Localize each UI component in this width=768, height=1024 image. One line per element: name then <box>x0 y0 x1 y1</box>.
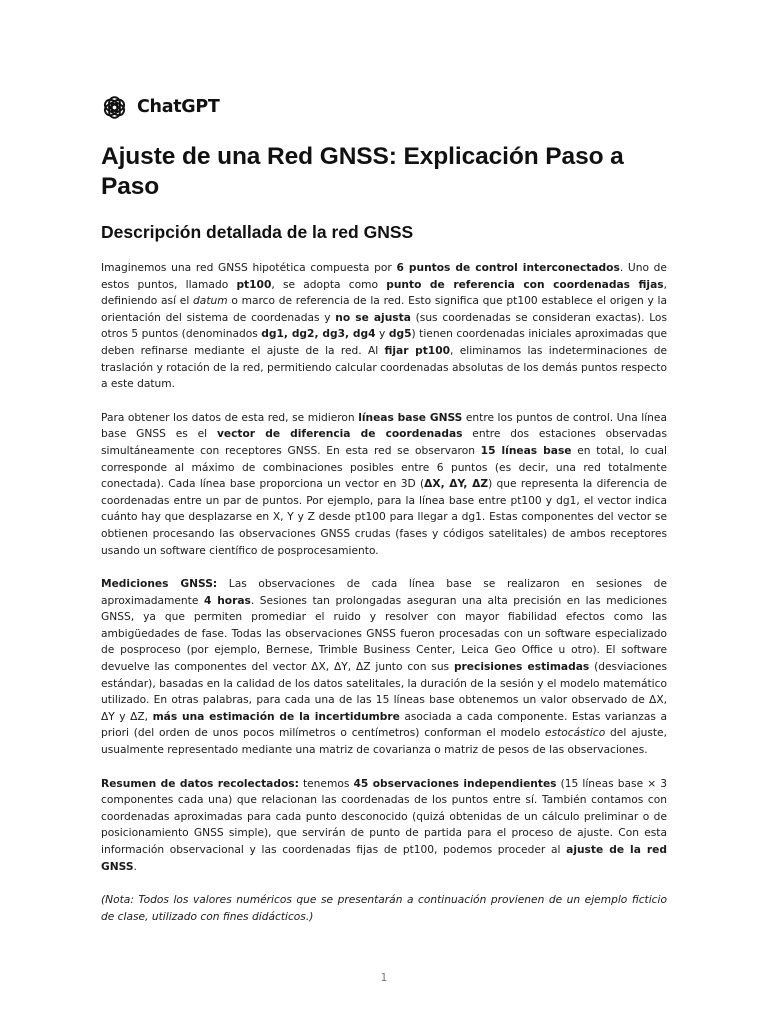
text-run: , definiendo así el <box>101 277 667 308</box>
text-run: asociada a cada componente. Estas varianzas a priori (del orden de unos pocos milímetros o centímetros) conforman el modelo <box>101 709 667 740</box>
bold-text: 15 líneas base <box>480 443 572 457</box>
text-run: Imaginemos una red GNSS hipotética compuesta por <box>101 261 397 274</box>
paragraph <box>101 410 667 559</box>
text-run: y <box>375 327 389 341</box>
text-run: del ajuste, usualmente representado mediante una matriz de covarianza o matriz de pesos de las observaciones. <box>101 726 667 757</box>
brand-name: ChatGPT <box>137 97 220 117</box>
italic-text: datum <box>193 294 228 308</box>
text-run: . Sesiones tan prolongadas aseguran una alta precisión en las mediciones GNSS, ya que permiten promediar el ruido y resolver con mayor fiabilidad efectos como las ambigüedades de fase. Todas las observaciones GNSS fueron procesadas con un software especializado de posproceso (por ejemplo, Bernese, Trimble Business Center, Leica Geo Office u otro). El software devuelve las componentes del vector ΔX, ΔY, ΔZ junto con sus <box>101 593 667 674</box>
bold-text: líneas base GNSS <box>358 410 463 424</box>
bold-text: vector de diferencia de coordenadas <box>216 427 463 441</box>
text-run: Para obtener los datos de esta red, se midieron <box>101 410 359 424</box>
bold-text: dg1, dg2, dg3, dg4 <box>261 327 376 341</box>
bold-text: ajuste de la red GNSS <box>101 843 667 873</box>
document-page <box>101 92 667 925</box>
bold-text: más una estimación de la incertidumbre <box>152 709 400 723</box>
section-heading: Descripción detallada de la red GNSS <box>101 222 414 242</box>
text-run: (15 líneas base × 3 componentes cada una) que relacionan las coordenadas de los puntos entre sí. También contamos con coordenadas aproximadas para cada punto desconocido (quizá obtenidas de un cálculo preliminar o de posicionamiento GNSS simple), que servirán de punto de partida para el proceso de ajuste. Con esta información observacional y las coordenadas fijas de pt100, podemos proceder al <box>101 776 667 856</box>
text-run: ) que representa la diferencia de coordenadas entre un par de puntos. Por ejemplo, para la línea base entre pt100 y dg1, el vector indica cuánto hay que desplazarse en X, Y y Z desde pt100 para llegar a dg1. Estas componentes del vector se obtienen procesando las observaciones GNSS crudas (fases y códigos satelitales) de ambos receptores usando un software científico de posprocesamiento. <box>101 477 667 557</box>
paragraph <box>101 776 667 876</box>
bold-text: fijar pt100 <box>384 343 451 357</box>
bold-text: ΔX, ΔY, ΔZ <box>424 477 489 491</box>
text-run: (sus coordenadas se consideran exactas). Los otros 5 puntos (denominados <box>101 310 667 341</box>
bold-text: Mediciones GNSS: <box>101 577 218 591</box>
italic-text: estocástico <box>545 726 606 740</box>
bold-text: 6 puntos de control interconectados <box>396 261 620 274</box>
text-run: , eliminamos las indeterminaciones de traslación y rotación de la red, permitiendo calcular coordenadas absolutas de los demás puntos respecto a este datum. <box>101 343 667 391</box>
document-body <box>101 260 667 925</box>
text-run: , se adopta como <box>271 277 387 291</box>
text-run: entre los puntos de control. Una línea base GNSS es el <box>101 410 667 441</box>
bold-text: 4 horas <box>203 593 251 607</box>
openai-logo-icon <box>101 94 128 121</box>
text-run: en total, lo cual corresponde al máximo de combinaciones posibles entre 6 puntos (es decir, una red totalmente conectada). Cada línea base proporciona un vector en 3D ( <box>101 443 667 491</box>
text-run: . <box>133 859 137 873</box>
bold-text: precisiones estimadas <box>453 660 590 674</box>
text-run: entre dos estaciones observadas simultáneamente con receptores GNSS. En esta red se observaron <box>101 427 667 457</box>
paragraph <box>101 576 667 759</box>
text-run: . Uno de estos puntos, llamado <box>101 261 667 291</box>
bold-text: dg5 <box>388 327 412 341</box>
text-run: tenemos <box>298 776 354 790</box>
text-run: o marco de referencia de la red. Esto significa que pt100 establece el origen y la orientación del sistema de coordenadas y <box>101 294 668 324</box>
text-run: Las observaciones de cada línea base se realizaron en sesiones de aproximadamente <box>101 577 667 607</box>
brand-header <box>101 92 667 122</box>
paragraph <box>101 260 667 393</box>
bold-text: Resumen de datos recolectados: <box>101 776 299 790</box>
note-paragraph: (Nota: Todos los valores numéricos que se presentarán a continuación provienen de un ejemplo ficticio de clase, utilizado con fines didácticos.) <box>101 893 667 923</box>
document-title: Ajuste de una Red GNSS: Explicación Paso a Paso <box>101 143 624 200</box>
bold-text: punto de referencia con coordenadas fijas <box>386 277 664 291</box>
bold-text: 45 observaciones independientes <box>353 776 557 790</box>
page-number: 1 <box>380 972 388 984</box>
bold-text: no se ajusta <box>335 310 411 324</box>
bold-text: pt100 <box>236 277 272 291</box>
text-run: (desviaciones estándar), basadas en la calidad de los datos satelitales, la duración de la sesión y el modelo matemático utilizado. En otras palabras, para cada una de las 15 líneas base obtenemos un valor observado de ΔX, ΔY y ΔZ, <box>101 660 667 723</box>
text-run: ) tienen coordenadas iniciales aproximadas que deben refinarse mediante el ajuste de la red. Al <box>101 327 668 357</box>
